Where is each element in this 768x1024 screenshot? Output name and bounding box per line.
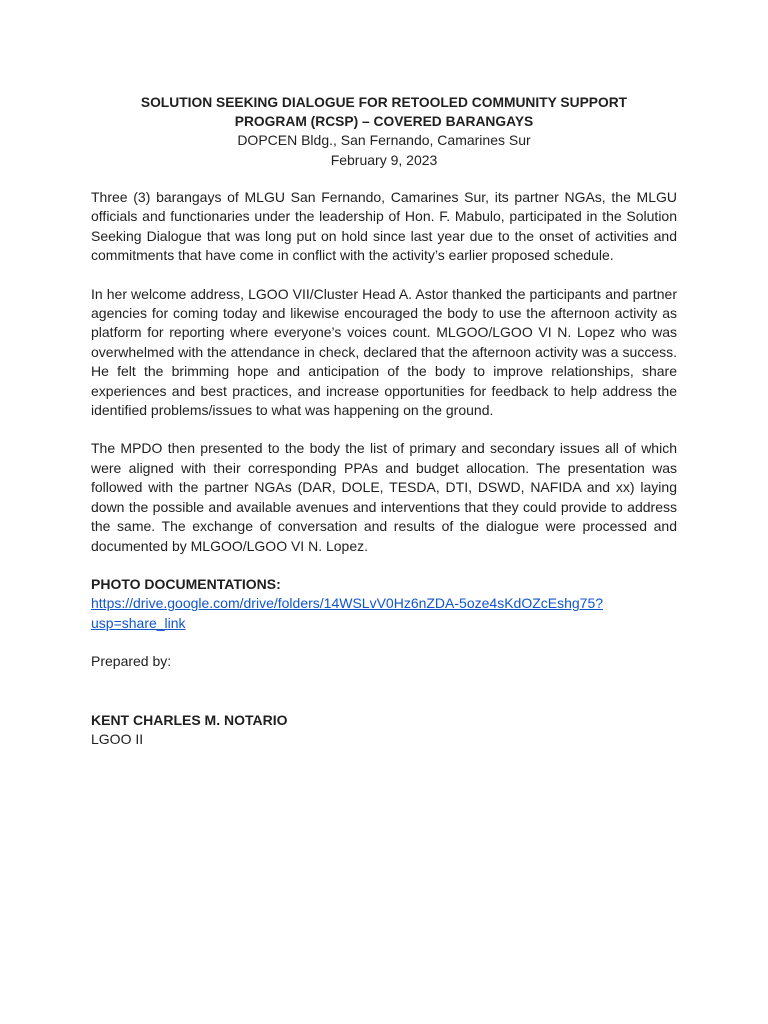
document-title-line-2: PROGRAM (RCSP) – COVERED BARANGAYS — [234, 114, 534, 129]
spacer — [91, 672, 677, 711]
signer-position: LGOO II — [91, 730, 144, 747]
spacer — [91, 170, 677, 188]
signer-name: KENT CHARLES M. NOTARIO — [91, 711, 288, 728]
paragraph-mpdo-presentation: The MPDO then presented to the body the list of primary and secondary issues all of which were aligned with their corresponding PPAs and budget allocation. The presentation was followed with the partner NGAs (DAR, DOLE, TESDA, DTI, DSWD, NAFIDA and xx) laying down the possible and available avenues and interventions that they could provide to address the same. The exchange of conversation and results of the dialogue were processed and documented by MLGOO/LGOO VI N. Lopez. — [91, 440, 677, 554]
event-date: February 9, 2023 — [330, 151, 438, 168]
spacer — [91, 420, 677, 439]
document-title-line-1: SOLUTION SEEKING DIALOGUE FOR RETOOLED COMMUNITY SUPPORT — [140, 95, 628, 110]
link-text-line-1: https://drive.google.com/drive/folders/14WSLvV0Hz6nZDA-5oze4sKdOZcEshg75? — [91, 595, 604, 612]
prepared-by-label: Prepared by: — [91, 653, 172, 670]
paragraph-intro: Three (3) barangays of MLGU San Fernando, Camarines Sur, its partner NGAs, the MLGU officials and functionaries under the leadership of Hon. F. Mabulo, participated in the Solution Seeking Dialogue that was long put on hold since last year due to the onset of activities and commitments that have come in conflict with the activity’s earlier proposed schedule. — [91, 189, 677, 264]
venue: DOPCEN Bldg., San Fernando, Camarines Sur — [237, 132, 531, 148]
spacer — [91, 556, 677, 575]
photo-documentation-link[interactable] — [91, 594, 651, 633]
paragraph-welcome-address: In her welcome address, LGOO VII/Cluster Head A. Astor thanked the participants and partner agencies for coming today and likewise encouraged the body to use the afternoon activity as platform for reporting where everyone’s voices count. MLGOO/LGOO VI N. Lopez who was overwhelmed with the attendance in check, declared that the afternoon activity was a success. He felt the brimming hope and anticipation of the body to improve relationships, share experiences and best practices, and increase opportunities for feedback to help address the identified problems/issues to what was happening on the ground. — [91, 285, 677, 419]
photo-documentation-heading: PHOTO DOCUMENTATIONS: — [91, 575, 281, 592]
spacer — [91, 633, 677, 652]
spacer — [91, 266, 677, 285]
link-text-line-2: usp=share_link — [91, 614, 186, 631]
